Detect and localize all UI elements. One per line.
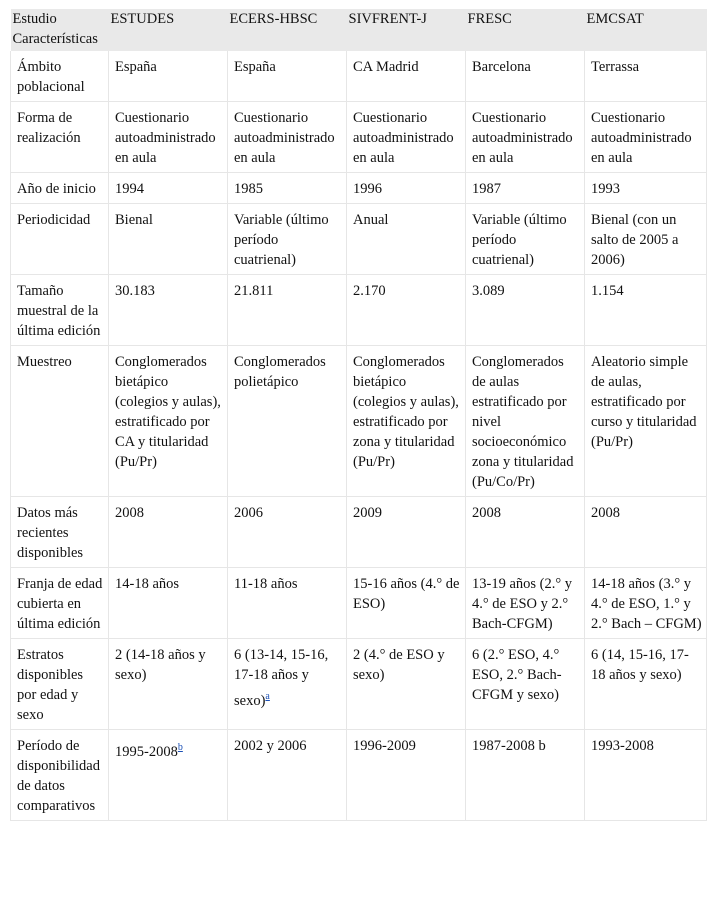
row-label: Forma de realización: [11, 102, 109, 173]
table-cell: 21.811: [228, 275, 347, 346]
row-label: Año de inicio: [11, 173, 109, 204]
table-cell: 2008: [109, 497, 228, 568]
table-cell: CA Madrid: [347, 51, 466, 102]
table-cell: 2008: [585, 497, 707, 568]
table-cell: 2002 y 2006: [228, 730, 347, 821]
row-label: Periodicidad: [11, 204, 109, 275]
row-label: Franja de edad cubierta en última edición: [11, 568, 109, 639]
table-cell: 2006: [228, 497, 347, 568]
table-cell: 3.089: [466, 275, 585, 346]
table-cell: Bienal (con un salto de 2005 a 2006): [585, 204, 707, 275]
table-cell: [228, 639, 347, 730]
studies-comparison-table: [10, 9, 707, 821]
table-cell: 11-18 años: [228, 568, 347, 639]
table-row: [11, 346, 707, 497]
table-row: [11, 51, 707, 102]
table-cell: 2009: [347, 497, 466, 568]
table-cell: 14-18 años (3.° y 4.° de ESO, 1.° y 2.° Bach – CFGM): [585, 568, 707, 639]
column-header: EMCSAT: [585, 9, 707, 51]
table-row: [11, 639, 707, 730]
table-header-row: [11, 9, 707, 51]
row-label: Datos más recientes disponibles: [11, 497, 109, 568]
table-cell: 1994: [109, 173, 228, 204]
table-row: [11, 568, 707, 639]
column-header: FRESC: [466, 9, 585, 51]
row-label: Período de disponibilidad de datos comparativos: [11, 730, 109, 821]
table-cell: Conglomerados bietápico (colegios y aulas), estratificado por zona y titularidad (Pu/Pr): [347, 346, 466, 497]
table-cell: Barcelona: [466, 51, 585, 102]
cell-text: 6 (13-14, 15-16, 17-18 años y sexo): [234, 647, 329, 709]
table-row: [11, 204, 707, 275]
table-cell: 1.154: [585, 275, 707, 346]
table-cell: Variable (último período cuatrienal): [228, 204, 347, 275]
corner-header: [11, 9, 109, 51]
table-cell: España: [109, 51, 228, 102]
row-label: Muestreo: [11, 346, 109, 497]
table-cell: 2008: [466, 497, 585, 568]
row-label: Estratos disponibles por edad y sexo: [11, 639, 109, 730]
table-cell: Variable (último período cuatrienal): [466, 204, 585, 275]
footnote-link-b[interactable]: b: [177, 742, 183, 753]
table-cell: 15-16 años (4.° de ESO): [347, 568, 466, 639]
table-cell: Cuestionario autoadministrado en aula: [347, 102, 466, 173]
table-cell: Cuestionario autoadministrado en aula: [466, 102, 585, 173]
table-cell: Anual: [347, 204, 466, 275]
column-header: ESTUDES: [109, 9, 228, 51]
table-cell: Bienal: [109, 204, 228, 275]
table-cell: Conglomerados polietápico: [228, 346, 347, 497]
footnote-link-a[interactable]: a: [265, 691, 270, 702]
table-cell: 13-19 años (2.° y 4.° de ESO y 2.° Bach-CFGM): [466, 568, 585, 639]
table-cell: 1985: [228, 173, 347, 204]
row-label: Tamaño muestral de la última edición: [11, 275, 109, 346]
table-cell: 2.170: [347, 275, 466, 346]
table-cell: 6 (2.° ESO, 4.° ESO, 2.° Bach-CFGM y sexo): [466, 639, 585, 730]
table-cell: 1987-2008 b: [466, 730, 585, 821]
table-cell: 1996-2009: [347, 730, 466, 821]
table-cell: España: [228, 51, 347, 102]
footnote-ref: [178, 739, 183, 753]
table-cell: Cuestionario autoadministrado en aula: [109, 102, 228, 173]
table-row: [11, 497, 707, 568]
table-cell: Conglomerados de aulas estratificado por nivel socioeconómico zona y titularidad (Pu/Co/Pr): [466, 346, 585, 497]
table-cell: 1993-2008: [585, 730, 707, 821]
footnote-ref: [265, 688, 269, 702]
table-cell: 1996: [347, 173, 466, 204]
table-cell: 30.183: [109, 275, 228, 346]
table-cell: 1987: [466, 173, 585, 204]
table-cell: Conglomerados bietápico (colegios y aulas), estratificado por CA y titularidad (Pu/Pr): [109, 346, 228, 497]
row-label: Ámbito poblacional: [11, 51, 109, 102]
column-header: SIVFRENT-J: [347, 9, 466, 51]
table-row: [11, 275, 707, 346]
table-cell: 2 (14-18 años y sexo): [109, 639, 228, 730]
table-cell: [109, 730, 228, 821]
corner-header-top: Estudio: [12, 11, 57, 27]
table-cell: Cuestionario autoadministrado en aula: [585, 102, 707, 173]
table-cell: Terrassa: [585, 51, 707, 102]
table-row: [11, 102, 707, 173]
table-cell: 2 (4.° de ESO y sexo): [347, 639, 466, 730]
table-cell: Aleatorio simple de aulas, estratificado por curso y titularidad (Pu/Pr): [585, 346, 707, 497]
table-cell: 1993: [585, 173, 707, 204]
table-cell: Cuestionario autoadministrado en aula: [228, 102, 347, 173]
cell-text: 1995-2008: [115, 743, 178, 760]
corner-header-bottom: Características: [12, 31, 98, 47]
table-row: [11, 173, 707, 204]
table-cell: 14-18 años: [109, 568, 228, 639]
table-row: [11, 730, 707, 821]
table-cell: 6 (14, 15-16, 17-18 años y sexo): [585, 639, 707, 730]
column-header: ECERS-HBSC: [228, 9, 347, 51]
